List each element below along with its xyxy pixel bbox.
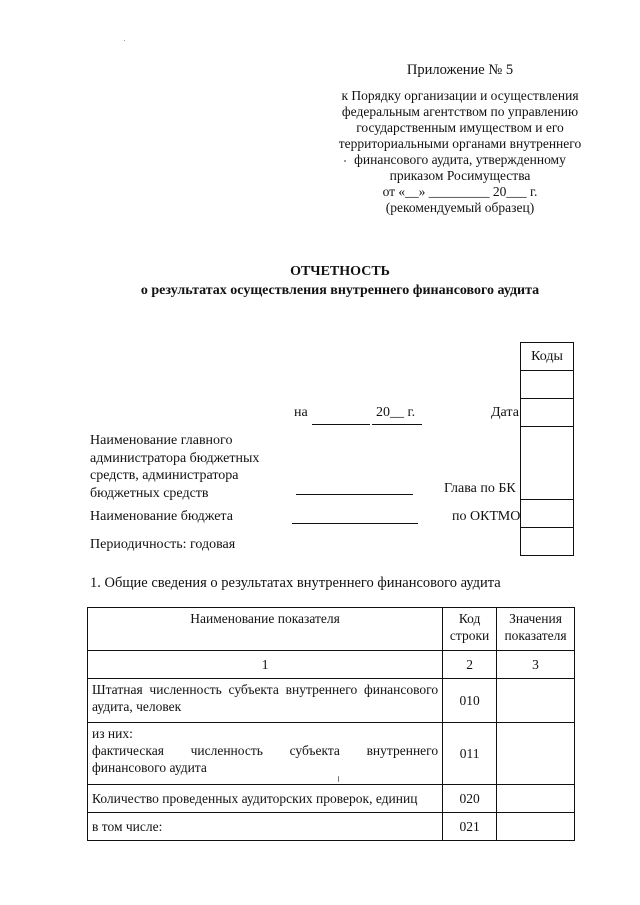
indicator-name: Штатная численность субъекта внутреннего финансового аудита, человек	[88, 679, 443, 723]
date-underline	[312, 424, 370, 425]
appendix-line: государственным имуществом и его	[356, 120, 564, 135]
codes-header: Коды	[521, 343, 574, 371]
indicator-value[interactable]	[497, 813, 575, 841]
indicator-value[interactable]	[497, 785, 575, 813]
indicator-name: Количество проведенных аудиторских проверок, единиц	[88, 785, 443, 813]
budget-label: Наименование бюджета	[90, 509, 233, 524]
report-subtitle: о результатах осуществления внутреннего финансового аудита	[140, 283, 540, 298]
column-number: 3	[497, 651, 575, 679]
column-header: Наименование показателя	[88, 608, 443, 651]
indicator-name-tail: финансового аудита	[92, 760, 207, 775]
scan-speck	[124, 40, 125, 41]
indicator-code: 021	[443, 813, 497, 841]
indicators-table	[87, 607, 575, 841]
indicator-name	[88, 723, 443, 785]
date-year-underline	[372, 424, 422, 425]
admin-name-line: Наименование главного	[90, 433, 233, 448]
appendix-line: от «__» _________ 20___ г.	[382, 184, 538, 199]
admin-name-underline	[296, 494, 413, 495]
appendix-line: приказом Росимущества	[389, 168, 531, 183]
indicator-name-intro: из них:	[92, 726, 133, 741]
indicator-name-justified-line	[92, 742, 438, 759]
indicator-value[interactable]	[497, 679, 575, 723]
section-title: 1. Общие сведения о результатах внутреннего финансового аудита	[90, 575, 501, 591]
appendix-line: к Порядку организации и осуществления	[341, 88, 579, 103]
table-row	[88, 679, 575, 723]
code-cell-bk	[521, 427, 574, 500]
appendix-line: федеральным агентством по управлению	[341, 104, 579, 119]
scan-speck	[338, 776, 339, 782]
code-cell-date	[521, 399, 574, 427]
table-row	[88, 813, 575, 841]
indicator-word: численность	[190, 743, 263, 758]
indicator-name: в том числе:	[88, 813, 443, 841]
table-header-row	[88, 608, 575, 651]
column-header: Код строки	[443, 608, 497, 651]
indicator-word: фактическая	[92, 743, 164, 758]
indicator-word: внутреннего	[366, 743, 439, 758]
code-cell-period	[521, 528, 574, 556]
appendix-title: Приложение № 5	[406, 62, 514, 78]
report-heading	[90, 262, 590, 300]
code-cell-form	[521, 371, 574, 399]
codes-table	[520, 342, 574, 556]
admin-name-line: администратора бюджетных	[90, 450, 260, 466]
appendix-block	[330, 62, 590, 216]
code-cell-oktmo	[521, 500, 574, 528]
appendix-line: территориальными органами внутреннего	[338, 136, 582, 151]
admin-name-label	[90, 432, 259, 502]
bk-label: Глава по БК	[444, 481, 516, 496]
periodicity-label: Периодичность: годовая	[90, 537, 236, 552]
oktmo-label: по ОКТМО	[452, 509, 521, 524]
indicator-code: 010	[443, 679, 497, 723]
date-year: 20__ г.	[376, 405, 416, 420]
column-number: 2	[443, 651, 497, 679]
admin-name-line: бюджетных средств	[90, 485, 209, 501]
table-row	[88, 785, 575, 813]
appendix-line: (рекомендуемый образец)	[385, 200, 535, 215]
scan-speck	[344, 160, 346, 162]
admin-name-line: средств, администратора	[90, 468, 239, 483]
indicator-code: 011	[443, 723, 497, 785]
column-header: Значения показателя	[497, 608, 575, 651]
budget-underline	[292, 523, 418, 524]
date-prefix: на	[294, 405, 308, 420]
indicator-value[interactable]	[497, 723, 575, 785]
report-title: ОТЧЕТНОСТЬ	[290, 264, 390, 279]
table-row	[88, 723, 575, 785]
indicator-word: субъекта	[289, 743, 340, 758]
table-number-row	[88, 651, 575, 679]
appendix-line: финансового аудита, утвержденному	[354, 152, 566, 167]
indicator-code: 020	[443, 785, 497, 813]
date-label: Дата	[491, 405, 519, 420]
column-number: 1	[88, 651, 443, 679]
